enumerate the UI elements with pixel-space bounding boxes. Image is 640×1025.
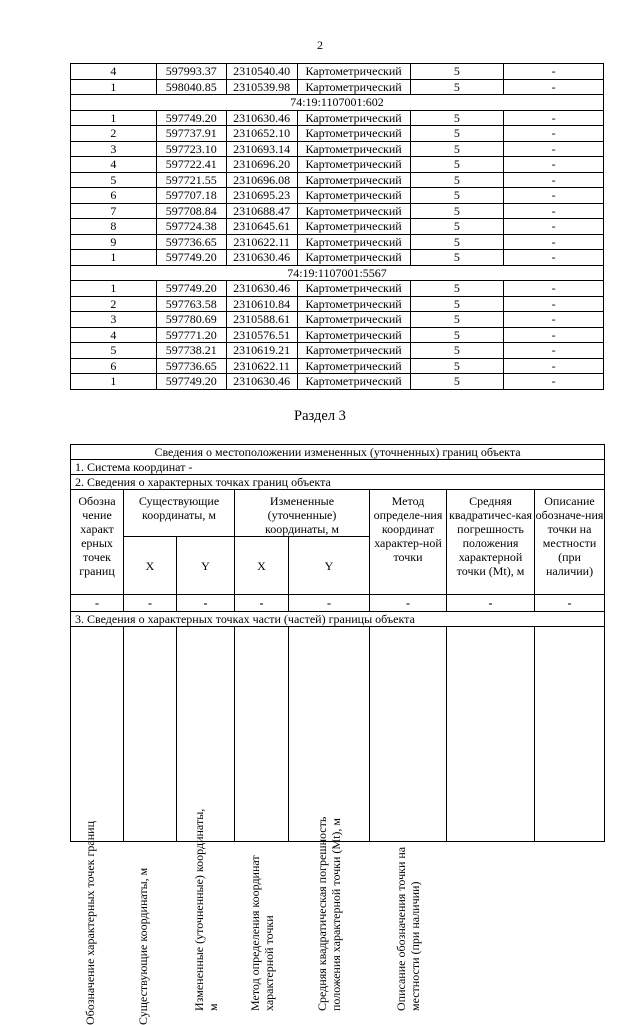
parcel-number: 74:19:1107001:5567 bbox=[71, 265, 604, 281]
x-coordinate-cell: 597723.10 bbox=[156, 141, 226, 157]
point-number-cell: 4 bbox=[71, 157, 157, 173]
vertical-header-cell bbox=[124, 627, 177, 1025]
table-row bbox=[71, 64, 604, 80]
y-coordinate-cell: 2310695.23 bbox=[226, 188, 297, 204]
part-points-header-row bbox=[71, 627, 605, 842]
point-number-cell: 9 bbox=[71, 234, 157, 250]
table-row bbox=[71, 250, 604, 266]
description-cell: - bbox=[504, 172, 604, 188]
empty-values-row bbox=[71, 595, 605, 612]
method-cell: Картометрический bbox=[297, 296, 410, 312]
x-coordinate-cell: 597749.20 bbox=[156, 374, 226, 390]
vertical-header-text: Измененные (уточненные) координаты, м bbox=[191, 808, 220, 1011]
y-coordinate-cell: 2310688.47 bbox=[226, 203, 297, 219]
description-cell: - bbox=[504, 110, 604, 126]
table-row bbox=[71, 126, 604, 142]
method-cell: Картометрический bbox=[297, 250, 410, 266]
y-coordinate-cell: 2310630.46 bbox=[226, 281, 297, 297]
method-cell: Картометрический bbox=[297, 219, 410, 235]
x-coordinate-cell: 597763.58 bbox=[156, 296, 226, 312]
point-number-cell: 1 bbox=[71, 250, 157, 266]
table-row bbox=[71, 234, 604, 250]
point-number-cell: 5 bbox=[71, 343, 157, 359]
point-number-cell: 6 bbox=[71, 188, 157, 204]
table-row bbox=[71, 141, 604, 157]
accuracy-cell: 5 bbox=[410, 358, 504, 374]
method-cell: Картометрический bbox=[297, 203, 410, 219]
point-number-cell: 6 bbox=[71, 358, 157, 374]
accuracy-cell: 5 bbox=[410, 64, 504, 80]
accuracy-cell: 5 bbox=[410, 110, 504, 126]
description-cell: - bbox=[504, 312, 604, 328]
table-row bbox=[71, 188, 604, 204]
x-coordinate-cell: 597749.20 bbox=[156, 110, 226, 126]
description-cell: - bbox=[504, 343, 604, 359]
section-title: Раздел 3 bbox=[294, 408, 346, 424]
method-cell: Картометрический bbox=[297, 79, 410, 95]
accuracy-cell: 5 bbox=[410, 312, 504, 328]
table-row bbox=[71, 296, 604, 312]
x-coordinate-cell: 597724.38 bbox=[156, 219, 226, 235]
method-cell: Картометрический bbox=[297, 157, 410, 173]
dash-cell: - bbox=[235, 595, 289, 612]
x-coordinate-cell: 597707.18 bbox=[156, 188, 226, 204]
header-existing-x: X bbox=[124, 537, 177, 595]
accuracy-cell: 5 bbox=[410, 219, 504, 235]
y-coordinate-cell: 2310619.21 bbox=[226, 343, 297, 359]
method-cell: Картометрический bbox=[297, 343, 410, 359]
point-number-cell: 7 bbox=[71, 203, 157, 219]
method-cell: Картометрический bbox=[297, 110, 410, 126]
table-row bbox=[71, 172, 604, 188]
method-cell: Картометрический bbox=[297, 358, 410, 374]
accuracy-cell: 5 bbox=[410, 281, 504, 297]
accuracy-cell: 5 bbox=[410, 327, 504, 343]
description-cell: - bbox=[504, 157, 604, 173]
header-changed-y: Y bbox=[289, 537, 370, 595]
description-cell: - bbox=[504, 358, 604, 374]
table-row bbox=[71, 343, 604, 359]
empty-header-cell bbox=[535, 627, 605, 842]
characteristic-points-heading: 2. Сведения о характерных точках границ объекта bbox=[71, 475, 605, 490]
point-number-cell: 5 bbox=[71, 172, 157, 188]
y-coordinate-cell: 2310588.61 bbox=[226, 312, 297, 328]
y-coordinate-cell: 2310693.14 bbox=[226, 141, 297, 157]
y-coordinate-cell: 2310630.46 bbox=[226, 110, 297, 126]
method-cell: Картометрический bbox=[297, 281, 410, 297]
empty-header-cell bbox=[447, 627, 535, 842]
accuracy-cell: 5 bbox=[410, 157, 504, 173]
description-cell: - bbox=[504, 219, 604, 235]
description-cell: - bbox=[504, 203, 604, 219]
accuracy-cell: 5 bbox=[410, 126, 504, 142]
method-cell: Картометрический bbox=[297, 126, 410, 142]
description-cell: - bbox=[504, 327, 604, 343]
y-coordinate-cell: 2310652.10 bbox=[226, 126, 297, 142]
vertical-header-cell bbox=[235, 627, 289, 1011]
point-number-cell: 3 bbox=[71, 312, 157, 328]
table-row bbox=[71, 327, 604, 343]
description-cell: - bbox=[504, 126, 604, 142]
description-cell: - bbox=[504, 250, 604, 266]
dash-cell: - bbox=[124, 595, 177, 612]
y-coordinate-cell: 2310622.11 bbox=[226, 358, 297, 374]
coordinate-system-row: 1. Система координат - bbox=[71, 460, 605, 475]
method-cell: Картометрический bbox=[297, 172, 410, 188]
header-description: Описание обозначе-ния точки на местности (при наличии) bbox=[535, 490, 605, 595]
y-coordinate-cell: 2310630.46 bbox=[226, 250, 297, 266]
method-cell: Картометрический bbox=[297, 141, 410, 157]
table-row bbox=[71, 312, 604, 328]
page-number: 2 bbox=[317, 38, 323, 52]
point-number-cell: 4 bbox=[71, 327, 157, 343]
y-coordinate-cell: 2310540.40 bbox=[226, 64, 297, 80]
point-number-cell: 4 bbox=[71, 64, 157, 80]
header-method: Метод определе-ния координат характер-ной точки bbox=[370, 490, 447, 595]
point-number-cell: 1 bbox=[71, 79, 157, 95]
x-coordinate-cell: 597993.37 bbox=[156, 64, 226, 80]
vertical-header-text: Обозначение характерных точек границ bbox=[83, 820, 97, 1025]
point-number-cell: 3 bbox=[71, 141, 157, 157]
description-cell: - bbox=[504, 281, 604, 297]
vertical-header-text: Существующие координаты, м bbox=[136, 867, 150, 1025]
coordinates-table bbox=[70, 63, 604, 390]
part-points-heading: 3. Сведения о характерных точках части (частей) границы объекта bbox=[71, 612, 605, 627]
y-coordinate-cell: 2310696.08 bbox=[226, 172, 297, 188]
x-coordinate-cell: 597722.41 bbox=[156, 157, 226, 173]
x-coordinate-cell: 597721.55 bbox=[156, 172, 226, 188]
table-row bbox=[71, 203, 604, 219]
x-coordinate-cell: 597736.65 bbox=[156, 358, 226, 374]
x-coordinate-cell: 597737.91 bbox=[156, 126, 226, 142]
vertical-header-cell bbox=[177, 627, 235, 1011]
accuracy-cell: 5 bbox=[410, 234, 504, 250]
dash-cell: - bbox=[177, 595, 235, 612]
dash-cell: - bbox=[370, 595, 447, 612]
vertical-header-cell bbox=[370, 627, 447, 1011]
table-row bbox=[71, 219, 604, 235]
description-cell: - bbox=[504, 79, 604, 95]
accuracy-cell: 5 bbox=[410, 172, 504, 188]
header-existing-y: Y bbox=[177, 537, 235, 595]
x-coordinate-cell: 597738.21 bbox=[156, 343, 226, 359]
description-cell: - bbox=[504, 64, 604, 80]
vertical-header-text: Описание обозначения точки на местности (при наличии) bbox=[394, 846, 422, 1011]
accuracy-cell: 5 bbox=[410, 79, 504, 95]
vertical-header-text: Средняя квадратическая погрешность положения характерной точки (Mt), м bbox=[315, 816, 343, 1011]
header-existing-coords: Существующие координаты, м bbox=[124, 490, 235, 537]
accuracy-cell: 5 bbox=[410, 141, 504, 157]
accuracy-cell: 5 bbox=[410, 374, 504, 390]
x-coordinate-cell: 597736.65 bbox=[156, 234, 226, 250]
x-coordinate-cell: 597771.20 bbox=[156, 327, 226, 343]
y-coordinate-cell: 2310696.20 bbox=[226, 157, 297, 173]
x-coordinate-cell: 597708.84 bbox=[156, 203, 226, 219]
table-row bbox=[71, 157, 604, 173]
parcel-heading-row bbox=[71, 95, 604, 111]
y-coordinate-cell: 2310645.61 bbox=[226, 219, 297, 235]
accuracy-cell: 5 bbox=[410, 296, 504, 312]
x-coordinate-cell: 597749.20 bbox=[156, 281, 226, 297]
table-row bbox=[71, 110, 604, 126]
header-designation: Обозна чение характ ерных точек границ bbox=[71, 490, 124, 595]
y-coordinate-cell: 2310576.51 bbox=[226, 327, 297, 343]
point-number-cell: 8 bbox=[71, 219, 157, 235]
header-accuracy: Средняя квадратичес-кая погрешность положения характерной точки (Mt), м bbox=[447, 490, 535, 595]
accuracy-cell: 5 bbox=[410, 188, 504, 204]
description-cell: - bbox=[504, 374, 604, 390]
method-cell: Картометрический bbox=[297, 312, 410, 328]
dash-cell: - bbox=[71, 595, 124, 612]
description-cell: - bbox=[504, 141, 604, 157]
table-row bbox=[71, 281, 604, 297]
vertical-header-cell bbox=[71, 627, 124, 1025]
point-number-cell: 1 bbox=[71, 281, 157, 297]
x-coordinate-cell: 598040.85 bbox=[156, 79, 226, 95]
table-row bbox=[71, 374, 604, 390]
method-cell: Картометрический bbox=[297, 234, 410, 250]
table-title: Сведения о местоположении измененных (уточненных) границ объекта bbox=[71, 445, 605, 460]
header-changed-x: X bbox=[235, 537, 289, 595]
description-cell: - bbox=[504, 296, 604, 312]
vertical-header-cell bbox=[289, 627, 370, 1011]
parcel-heading-row bbox=[71, 265, 604, 281]
dash-cell: - bbox=[535, 595, 605, 612]
dash-cell: - bbox=[289, 595, 370, 612]
table-row bbox=[71, 79, 604, 95]
accuracy-cell: 5 bbox=[410, 203, 504, 219]
method-cell: Картометрический bbox=[297, 327, 410, 343]
method-cell: Картометрический bbox=[297, 188, 410, 204]
parcel-number: 74:19:1107001:602 bbox=[71, 95, 604, 111]
point-number-cell: 1 bbox=[71, 374, 157, 390]
accuracy-cell: 5 bbox=[410, 343, 504, 359]
description-cell: - bbox=[504, 234, 604, 250]
x-coordinate-cell: 597749.20 bbox=[156, 250, 226, 266]
table-row bbox=[71, 358, 604, 374]
description-cell: - bbox=[504, 188, 604, 204]
y-coordinate-cell: 2310630.46 bbox=[226, 374, 297, 390]
header-changed-coords: Измененные (уточненные) координаты, м bbox=[235, 490, 370, 537]
dash-cell: - bbox=[447, 595, 535, 612]
accuracy-cell: 5 bbox=[410, 250, 504, 266]
y-coordinate-cell: 2310622.11 bbox=[226, 234, 297, 250]
boundary-info-table bbox=[70, 444, 605, 1025]
y-coordinate-cell: 2310610.84 bbox=[226, 296, 297, 312]
method-cell: Картометрический bbox=[297, 64, 410, 80]
method-cell: Картометрический bbox=[297, 374, 410, 390]
vertical-header-text: Метод определения координат характерной точки bbox=[247, 855, 276, 1011]
y-coordinate-cell: 2310539.98 bbox=[226, 79, 297, 95]
x-coordinate-cell: 597780.69 bbox=[156, 312, 226, 328]
point-number-cell: 1 bbox=[71, 110, 157, 126]
point-number-cell: 2 bbox=[71, 126, 157, 142]
point-number-cell: 2 bbox=[71, 296, 157, 312]
